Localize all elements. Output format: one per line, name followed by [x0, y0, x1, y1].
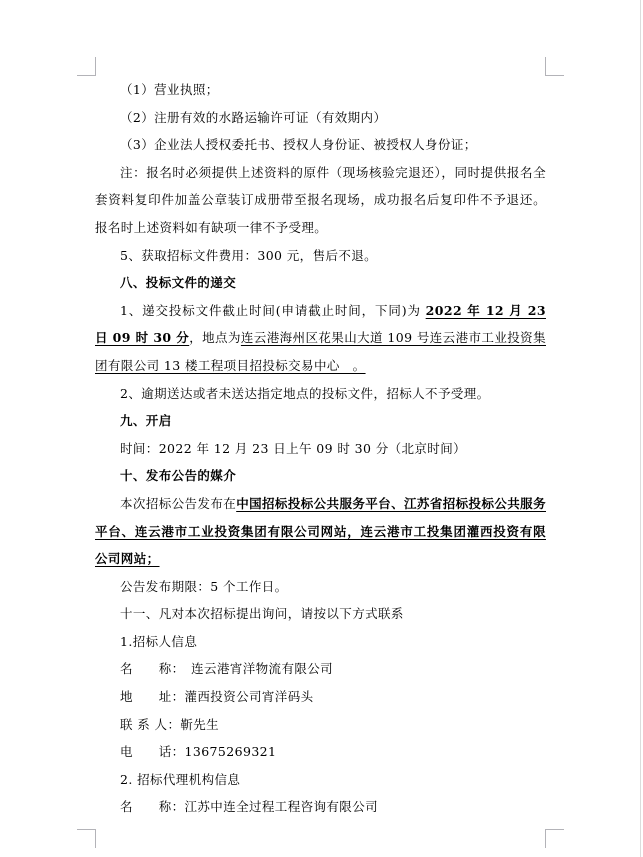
text-run: 2、逾期送达或者未送达指定地点的投标文件，招标人不予受理。 [120, 385, 490, 401]
section-11-heading [95, 600, 546, 628]
text-boundary-mark-top-left [77, 57, 96, 76]
late-delivery-paragraph [95, 380, 546, 408]
text-run: 中国招标投标公共服务平台、江苏省招标投标公共服务平台、连云港市工业投资集团有限公司网站，连云港市工投集团灌西投资有限公司网站； [95, 495, 546, 567]
text-boundary-mark-bottom-right [545, 829, 564, 848]
document-body [95, 76, 546, 821]
registration-note-paragraph [95, 159, 546, 242]
text-run: 注：报名时必须提供上述资料的原件（现场核验完退还），同时提供报名全套资料复印件加盖公章装订成册带至报名现场，成功报名后复印件不予退还。报名时上述资料如有缺项一律不予受理。 [95, 164, 546, 235]
agency-info-heading [95, 766, 546, 794]
text-run: 1.招标人信息 [120, 633, 198, 649]
text-run: ，地点为 [189, 330, 241, 346]
text-run: 电 话：13675269321 [120, 744, 277, 760]
text-run: 名 称： 连云港宵洋物流有限公司 [120, 661, 334, 677]
tenderer-info-heading [95, 628, 546, 656]
attachment-item-3 [95, 131, 546, 159]
text-run: （2）注册有效的水路运输许可证（有效期内） [120, 109, 387, 125]
text-run: 名 称：江苏中连全过程工程咨询有限公司 [120, 799, 379, 815]
text-run: 公告发布期限：5 个工作日。 [120, 578, 288, 594]
attachment-item-2 [95, 104, 546, 132]
section-10-heading [95, 462, 546, 490]
text-run: 十、发布公告的媒介 [120, 468, 237, 484]
text-run: （3）企业法人授权委托书、授权人身份证、被授权人身份证； [120, 137, 477, 153]
text-run: 九、开启 [120, 413, 172, 429]
text-run: 1、递交投标文件截止时间(申请截止时间，下同)为 [120, 302, 426, 318]
tenderer-contact-line [95, 711, 546, 739]
section-9-heading [95, 407, 546, 435]
text-run: 2022 年 12 月 23 日 09 时 30 分 [95, 302, 546, 346]
tenderer-name-line [95, 655, 546, 683]
opening-time-paragraph [95, 435, 546, 463]
tenderer-phone-line [95, 738, 546, 766]
text-run: 八、投标文件的递交 [120, 275, 237, 291]
text-run: 5、获取招标文件费用：300 元，售后不退。 [120, 247, 378, 263]
text-run: （1）营业执照； [120, 82, 219, 97]
section-8-heading [95, 269, 546, 297]
text-boundary-mark-top-right [545, 57, 564, 76]
page-right-edge-line [640, 0, 641, 857]
text-run: 连云港海州区花果山大道 109 号连云港市工业投资集团有限公司 13 楼工程项目招投标交易中心 。 [95, 330, 546, 373]
announcement-media-paragraph [95, 490, 546, 573]
text-run: 时间：2022 年 12 月 23 日上午 09 时 30 分（北京时间） [120, 440, 466, 456]
text-run: 本次招标公告发布在 [120, 495, 237, 511]
announcement-period-paragraph [95, 573, 546, 601]
attachment-item-1 [95, 76, 546, 104]
tenderer-address-line [95, 683, 546, 711]
text-run: 地 址：灌西投资公司宵洋码头 [120, 689, 314, 705]
agency-name-line [95, 793, 546, 821]
text-run: 十一、凡对本次招标提出询问，请按以下方式联系 [120, 606, 404, 622]
text-run: 2. 招标代理机构信息 [120, 771, 241, 787]
document-fee-paragraph [95, 242, 546, 270]
text-run: 联 系 人：靳先生 [120, 716, 220, 732]
submission-deadline-paragraph [95, 297, 546, 380]
text-boundary-mark-bottom-left [77, 829, 96, 848]
